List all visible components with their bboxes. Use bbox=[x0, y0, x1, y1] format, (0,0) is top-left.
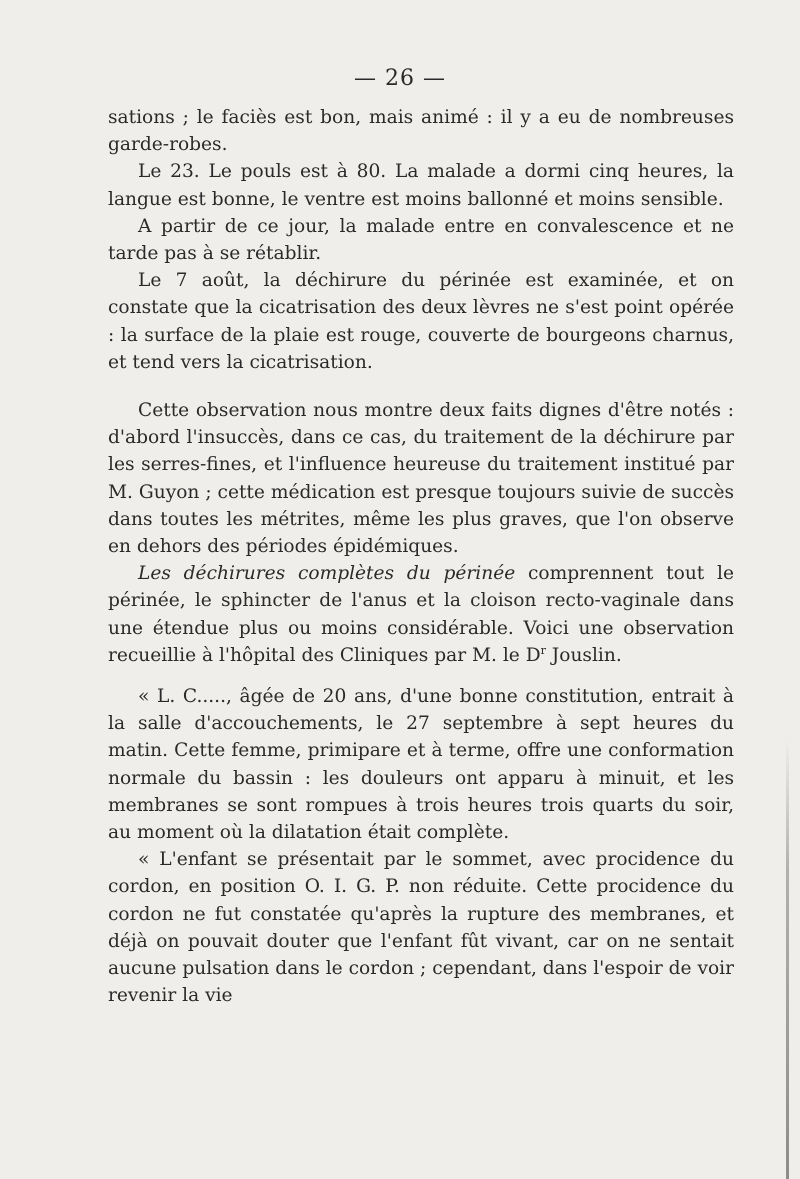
paragraph: Le 23. Le pouls est à 80. La malade a dormi cinq heures, la langue est bonne, le ventre est moins ballonné et moins sensible. bbox=[108, 161, 734, 210]
paragraph-text: comprennent tout le périnée, le sphincter de l'anus et la cloison recto-vaginale dans une étendue plus ou moins considérable. Voici une observation recueillie à l'hôpital des Cliniques par M. le D bbox=[108, 563, 734, 666]
paragraph: « L'enfant se présentait par le sommet, avec procidence du cordon, en position O. I. G. P. non réduite. Cette procidence du cordon ne fut constatée qu'après la rupture des membranes, et déjà on pouvait douter que l'enfant fût vivant, car on ne sentait aucune pulsation dans le cordon ; cependant, dans l'espoir de voir revenir la vie bbox=[108, 849, 734, 1007]
italic-term: Les déchirures complètes du périnée bbox=[138, 563, 516, 585]
paragraph: « L. C....., âgée de 20 ans, d'une bonne constitution, entrait à la salle d'accouchements, le 27 septembre à sept heures du matin. Cette femme, primipare et à terme, offre une conformation normale du bassin : les douleurs ont apparu à minuit, et les membranes se sont rompues à trois heures trois quarts du soir, au moment où la dilatation était complète. bbox=[108, 686, 734, 844]
paragraph: Cette observation nous montre deux faits dignes d'être notés : d'abord l'insuccès, dans ce cas, du traitement de la déchirure par les serres-fines, et l'influence heureuse du traitement institué par M. Guyon ; cette médication est presque toujours suivie de succès dans toutes les métrites, même les plus graves, que l'on observe en dehors des périodes épidémiques. bbox=[108, 400, 734, 558]
page-edge-shadow bbox=[786, 740, 789, 1179]
superscript: r bbox=[540, 643, 546, 657]
text-section-1 bbox=[108, 104, 734, 376]
paragraph: Le 7 août, la déchirure du périnée est examinée, et on constate que la cicatrisation des deux lèvres ne s'est point opérée : la surface de la plaie est rouge, couverte de bourgeons charnus, et tend vers la cicatrisation. bbox=[108, 270, 734, 373]
paragraph bbox=[108, 560, 734, 669]
paragraph-text: Jouslin. bbox=[545, 644, 622, 666]
page-number: — 26 — bbox=[354, 66, 446, 91]
paragraph: sations ; le faciès est bon, mais animé : il y a eu de nombreuses garde-robes. bbox=[108, 107, 734, 156]
text-section-3 bbox=[108, 683, 734, 1009]
text-section-2 bbox=[108, 397, 734, 669]
paragraph: A partir de ce jour, la malade entre en convalescence et ne tarde pas à se rétablir. bbox=[108, 215, 734, 265]
